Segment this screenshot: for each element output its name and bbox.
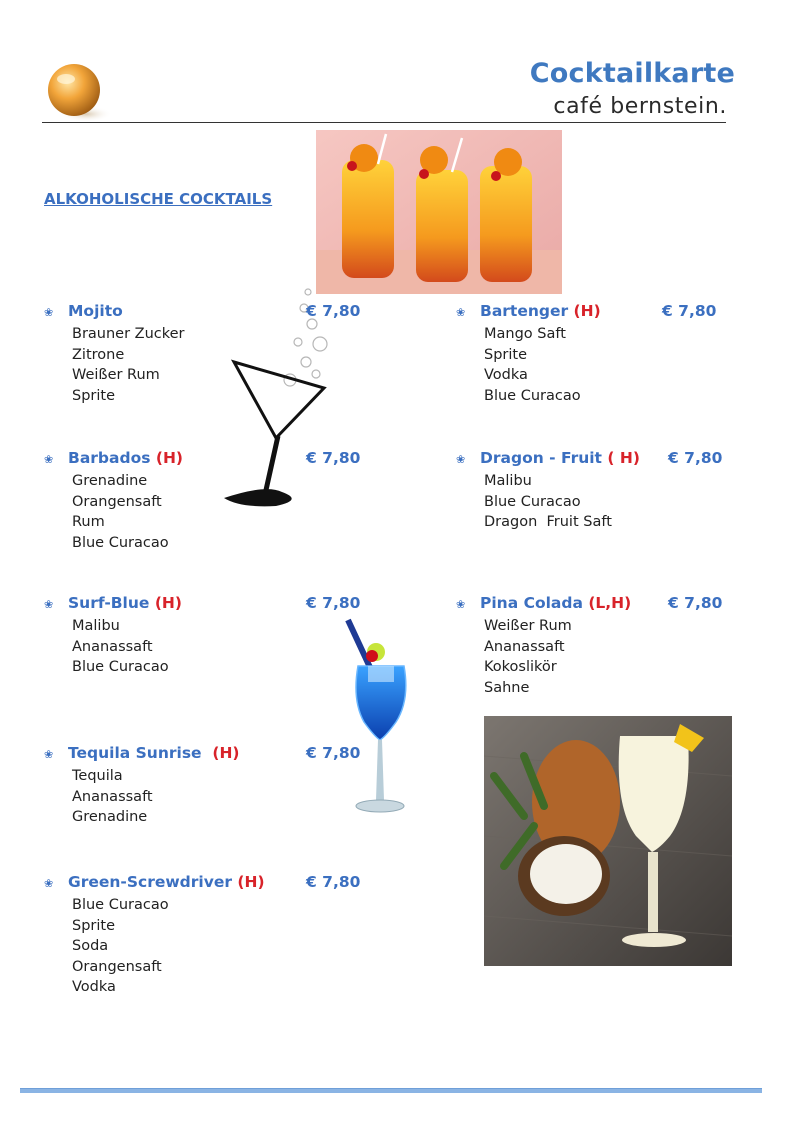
ingredient-list: [44, 766, 374, 828]
drink-surf-blue: [44, 594, 374, 678]
ingredient: Vodka: [72, 979, 116, 996]
drink-price: € 7,80: [662, 302, 717, 320]
ingredient: Blue Curacao: [484, 387, 581, 404]
page-subtitle: café bernstein.: [553, 94, 727, 119]
allergen-tag: (H): [573, 302, 601, 320]
ingredient-list: [44, 471, 374, 553]
drink-name: Dragon - Fruit ( H): [480, 449, 640, 467]
ingredient: Sprite: [72, 917, 116, 934]
ingredient: Blue Curacao: [72, 897, 169, 913]
ingredient: Orangensaft: [72, 958, 162, 975]
ingredient: Kokoslikör: [484, 659, 557, 676]
drink-price: € 7,80: [306, 744, 361, 762]
flourish-icon: ❀: [456, 306, 466, 319]
drink-barbados: [44, 449, 374, 553]
drink-name: Tequila Sunrise (H): [68, 744, 240, 762]
drink-name: Surf-Blue (H): [68, 594, 182, 612]
ingredient: Sprite: [72, 387, 116, 404]
pina-colada-photo: [484, 716, 732, 966]
allergen-tag: (H): [155, 449, 183, 467]
drink-name: Bartenger (H): [480, 302, 601, 320]
drink-price: € 7,80: [306, 302, 361, 320]
ingredient: Vodka: [484, 367, 528, 384]
drink-price: € 7,80: [668, 594, 723, 612]
ingredient: Tequila: [72, 768, 123, 784]
ingredient: Zitrone: [72, 346, 125, 363]
drink-bartenger: [456, 302, 756, 406]
flourish-icon: ❀: [456, 598, 466, 611]
flourish-icon: ❀: [44, 306, 54, 319]
ingredient-list: [44, 895, 374, 998]
page-title: Cocktailkarte: [529, 58, 735, 89]
ingredient: Sahne: [484, 679, 530, 696]
flourish-icon: ❀: [44, 748, 54, 761]
allergen-tag: (H): [237, 873, 265, 891]
ingredient: Soda: [72, 938, 109, 955]
ingredient: Weißer Rum: [484, 618, 572, 634]
ingredient: Blue Curacao: [72, 659, 169, 676]
sunrise-cocktails-photo: [316, 130, 562, 294]
ingredient: Grenadine: [72, 809, 148, 826]
ingredient: Blue Curacao: [72, 534, 169, 551]
flourish-icon: ❀: [44, 877, 54, 890]
flourish-icon: ❀: [44, 598, 54, 611]
ingredient: Mango Saft: [484, 326, 566, 342]
drink-pina-colada: [456, 594, 756, 698]
ingredient-list: [456, 616, 756, 698]
header-divider: [42, 122, 726, 123]
ingredient-list: [44, 324, 374, 406]
ingredient: Grenadine: [72, 473, 148, 489]
ingredient: Malibu: [72, 618, 120, 634]
drink-price: € 7,80: [306, 594, 361, 612]
drink-price: € 7,80: [668, 449, 723, 467]
drink-name: Green-Screwdriver (H): [68, 873, 265, 891]
drink-tequila-sunrise: [44, 744, 374, 828]
ingredient-list: [456, 324, 756, 406]
footer-divider: [20, 1088, 762, 1093]
ingredient-list: [456, 471, 756, 533]
ingredient: Orangensaft: [72, 493, 162, 510]
ingredient: Ananassaft: [484, 638, 565, 655]
ingredient: Blue Curacao: [484, 493, 581, 510]
allergen-tag: (H): [212, 744, 240, 762]
ingredient: Malibu: [484, 473, 532, 489]
ingredient: Ananassaft: [72, 788, 153, 805]
drink-price: € 7,80: [306, 873, 361, 891]
ingredient: Dragon Fruit Saft: [484, 514, 612, 531]
ingredient: Ananassaft: [72, 638, 153, 655]
ingredient-list: [44, 616, 374, 678]
drink-price: € 7,80: [306, 449, 361, 467]
ingredient: Sprite: [484, 346, 528, 363]
drink-name: Mojito: [68, 302, 123, 320]
drink-name: Barbados (H): [68, 449, 183, 467]
drink-dragon-fruit: [456, 449, 756, 533]
allergen-tag: ( H): [607, 449, 640, 467]
allergen-tag: (H): [154, 594, 182, 612]
drink-green-screwdriver: [44, 873, 374, 998]
ingredient: Rum: [72, 514, 105, 531]
flourish-icon: ❀: [456, 453, 466, 466]
drink-mojito: [44, 302, 374, 406]
allergen-tag: (L,H): [588, 594, 632, 612]
amber-ball-logo: [42, 62, 114, 124]
section-heading: ALKOHOLISCHE COCKTAILS: [44, 190, 273, 208]
ingredient: Weißer Rum: [72, 367, 160, 384]
drink-name: Pina Colada (L,H): [480, 594, 632, 612]
ingredient: Brauner Zucker: [72, 326, 185, 342]
flourish-icon: ❀: [44, 453, 54, 466]
